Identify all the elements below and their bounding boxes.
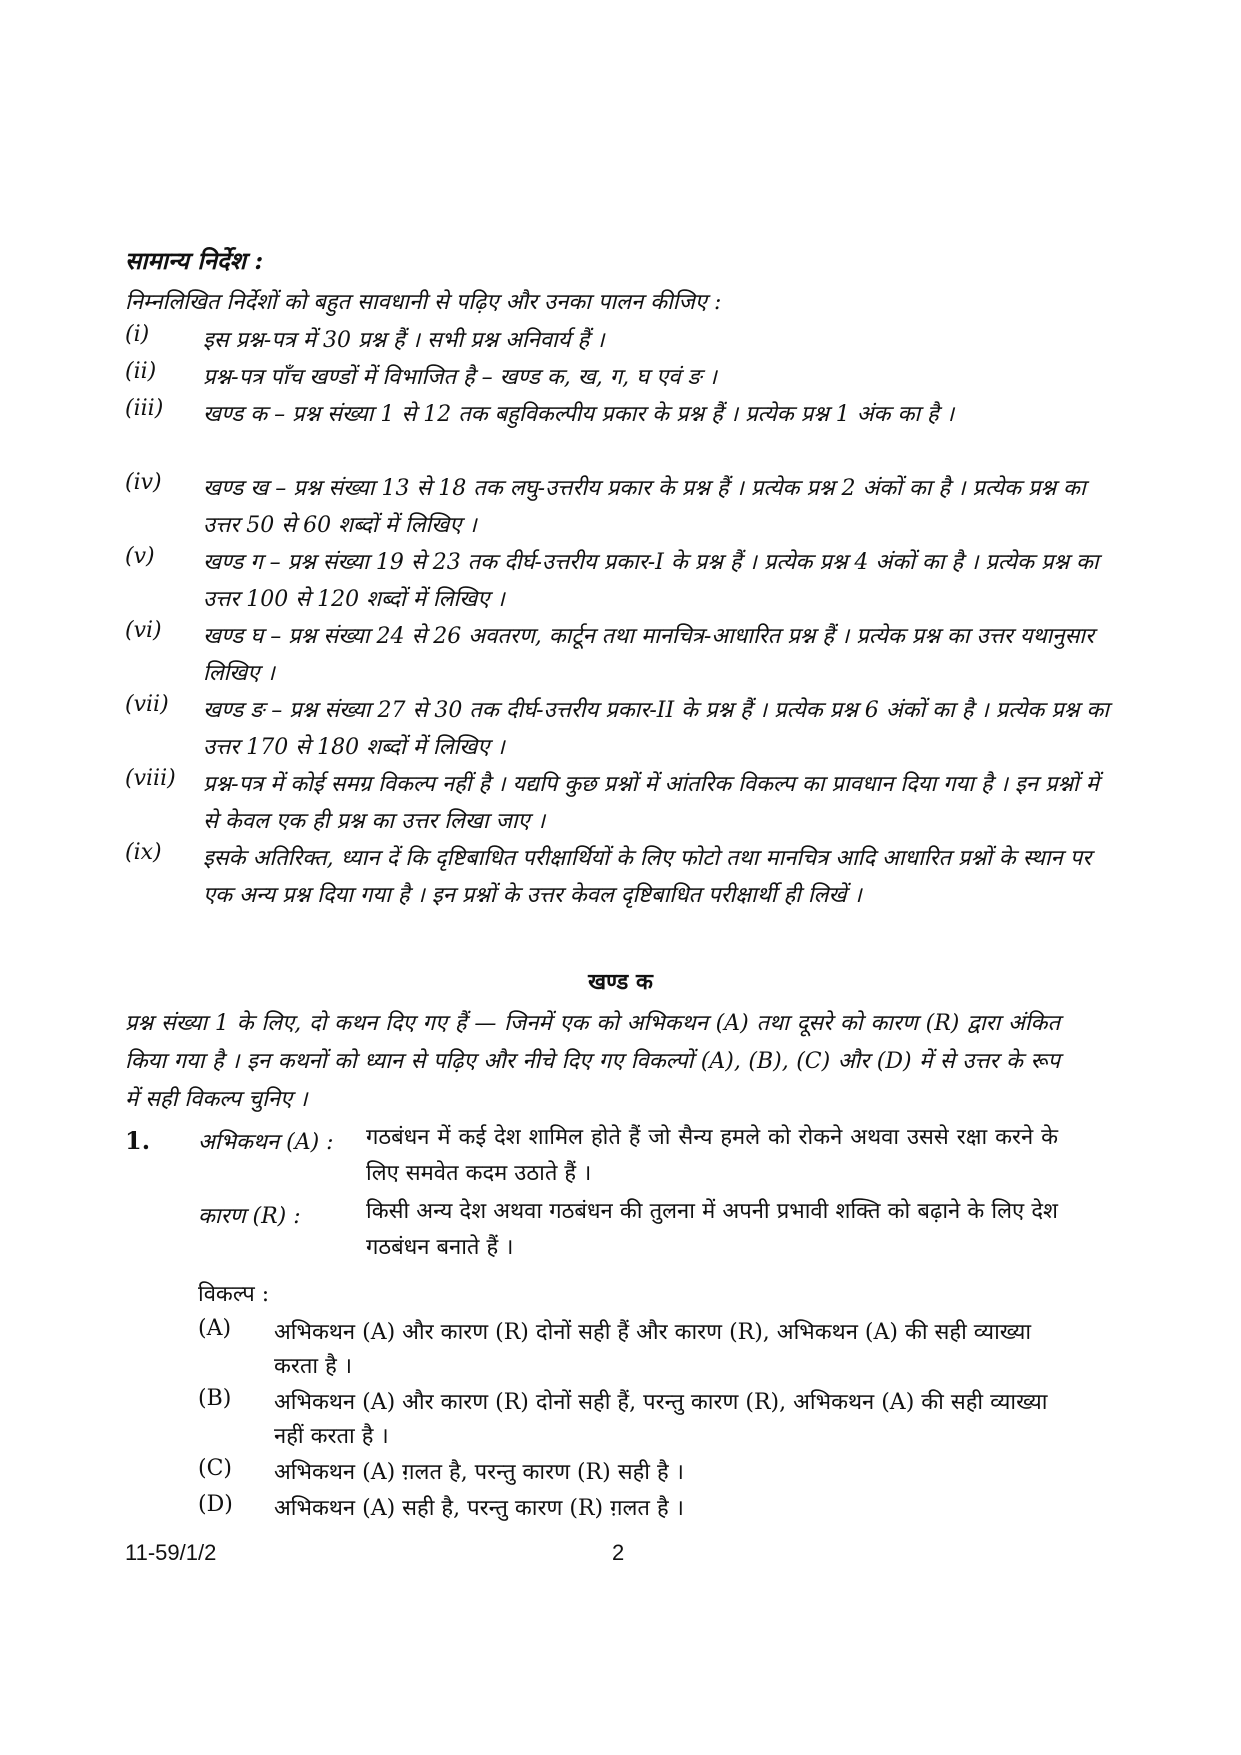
instruction-text: प्रश्न-पत्र में कोई समग्र विकल्प नहीं है । यद्यपि कुछ प्रश्नों में आंतरिक विकल्प का प्रावधान दिया गया है । इन प्रश्नों में से केवल एक ही प्रश्न का उत्तर लिखा जाए । [203, 772, 1099, 834]
instruction-number: (i) [125, 322, 150, 347]
assertion-label: अभिकथन (A) : [198, 1130, 334, 1155]
instruction-number: (ii) [125, 359, 157, 384]
instruction-number: (iii) [125, 396, 164, 421]
option-label: (C) [198, 1456, 232, 1481]
page-number: 2 [612, 1540, 625, 1565]
reason-label: कारण (R) : [198, 1204, 301, 1229]
instruction-text: प्रश्न-पत्र पाँच खण्डों में विभाजित है – खण्ड क, ख, ग, घ एवं ङ । [203, 365, 717, 390]
general-instructions-heading: सामान्य निर्देश : [125, 246, 264, 275]
option-text: अभिकथन (A) और कारण (R) दोनों सही हैं, परन्तु कारण (R), अभिकथन (A) की सही व्याख्या नहीं करता है । [274, 1390, 1048, 1449]
section-intro: प्रश्न संख्या 1 के लिए, दो कथन दिए गए हैं — जिनमें एक को अभिकथन (A) तथा दूसरे को कारण (R) द्वारा अंकित किया गया है । इन कथनों को ध्यान से पढ़िए और नीचे दिए गए विकल्पों (A), (B), (C) और (D) में से उत्तर के रूप में सही विकल्प चुनिए । [125, 1011, 1060, 1112]
paper-code: 11-59/1/2 [125, 1540, 217, 1565]
instruction-number: (iv) [125, 470, 162, 495]
option-text: अभिकथन (A) ग़लत है, परन्तु कारण (R) सही है । [274, 1460, 684, 1485]
instruction-number: (viii) [125, 766, 176, 791]
option-label: (B) [198, 1386, 232, 1411]
option-text: अभिकथन (A) और कारण (R) दोनों सही हैं और कारण (R), अभिकथन (A) की सही व्याख्या करता है । [274, 1320, 1032, 1379]
reason-text: किसी अन्य देश अथवा गठबंधन की तुलना में अपनी प्रभावी शक्ति को बढ़ाने के लिए देश गठबंधन बनाते हैं । [366, 1199, 1058, 1260]
instructions-intro: निम्नलिखित निर्देशों को बहुत सावधानी से पढ़िए और उनका पालन कीजिए : [125, 290, 722, 315]
instruction-text: इसके अतिरिक्त, ध्यान दें कि दृष्टिबाधित परीक्षार्थियों के लिए फोटो तथा मानचित्र आदि आधारित प्रश्नों के स्थान पर एक अन्य प्रश्न दिया गया है । इन प्रश्नों के उत्तर केवल दृष्टिबाधित परीक्षार्थी ही लिखें । [203, 846, 1092, 908]
instruction-text: इस प्रश्न-पत्र में 30 प्रश्न हैं । सभी प्रश्न अनिवार्य हैं । [203, 328, 605, 353]
option-label: (D) [198, 1492, 233, 1517]
instruction-text: खण्ड क – प्रश्न संख्या 1 से 12 तक बहुविकल्पीय प्रकार के प्रश्न हैं । प्रत्येक प्रश्न 1 अंक का है । [203, 402, 955, 427]
instruction-text: खण्ड ङ – प्रश्न संख्या 27 से 30 तक दीर्घ-उत्तरीय प्रकार-II के प्रश्न हैं । प्रत्येक प्रश्न 6 अंकों का है । प्रत्येक प्रश्न का उत्तर 170 से 180 शब्दों में लिखिए । [203, 698, 1109, 760]
options-label: विकल्प : [198, 1282, 270, 1307]
option-label: (A) [198, 1316, 232, 1341]
instruction-number: (vi) [125, 618, 162, 643]
instruction-text: खण्ड ख – प्रश्न संख्या 13 से 18 तक लघु-उत्तरीय प्रकार के प्रश्न हैं । प्रत्येक प्रश्न 2 अंकों का है । प्रत्येक प्रश्न का उत्तर 50 से 60 शब्दों में लिखिए । [203, 476, 1086, 538]
instruction-text: खण्ड घ – प्रश्न संख्या 24 से 26 अवतरण, कार्टून तथा मानचित्र-आधारित प्रश्न हैं । प्रत्येक प्रश्न का उत्तर यथानुसार लिखिए । [203, 624, 1095, 686]
instruction-number: (ix) [125, 840, 162, 865]
instruction-text: खण्ड ग – प्रश्न संख्या 19 से 23 तक दीर्घ-उत्तरीय प्रकार-I के प्रश्न हैं । प्रत्येक प्रश्न 4 अंकों का है । प्रत्येक प्रश्न का उत्तर 100 से 120 शब्दों में लिखिए । [203, 550, 1099, 612]
instruction-number: (v) [125, 544, 155, 569]
instruction-number: (vii) [125, 692, 169, 717]
question-number: 1. [125, 1126, 151, 1155]
section-title: खण्ड क [588, 969, 653, 995]
assertion-text: गठबंधन में कई देश शामिल होते हैं जो सैन्य हमले को रोकने अथवा उससे रक्षा करने के लिए समवेत कदम उठाते हैं । [366, 1125, 1058, 1186]
option-text: अभिकथन (A) सही है, परन्तु कारण (R) ग़लत है । [274, 1496, 684, 1521]
